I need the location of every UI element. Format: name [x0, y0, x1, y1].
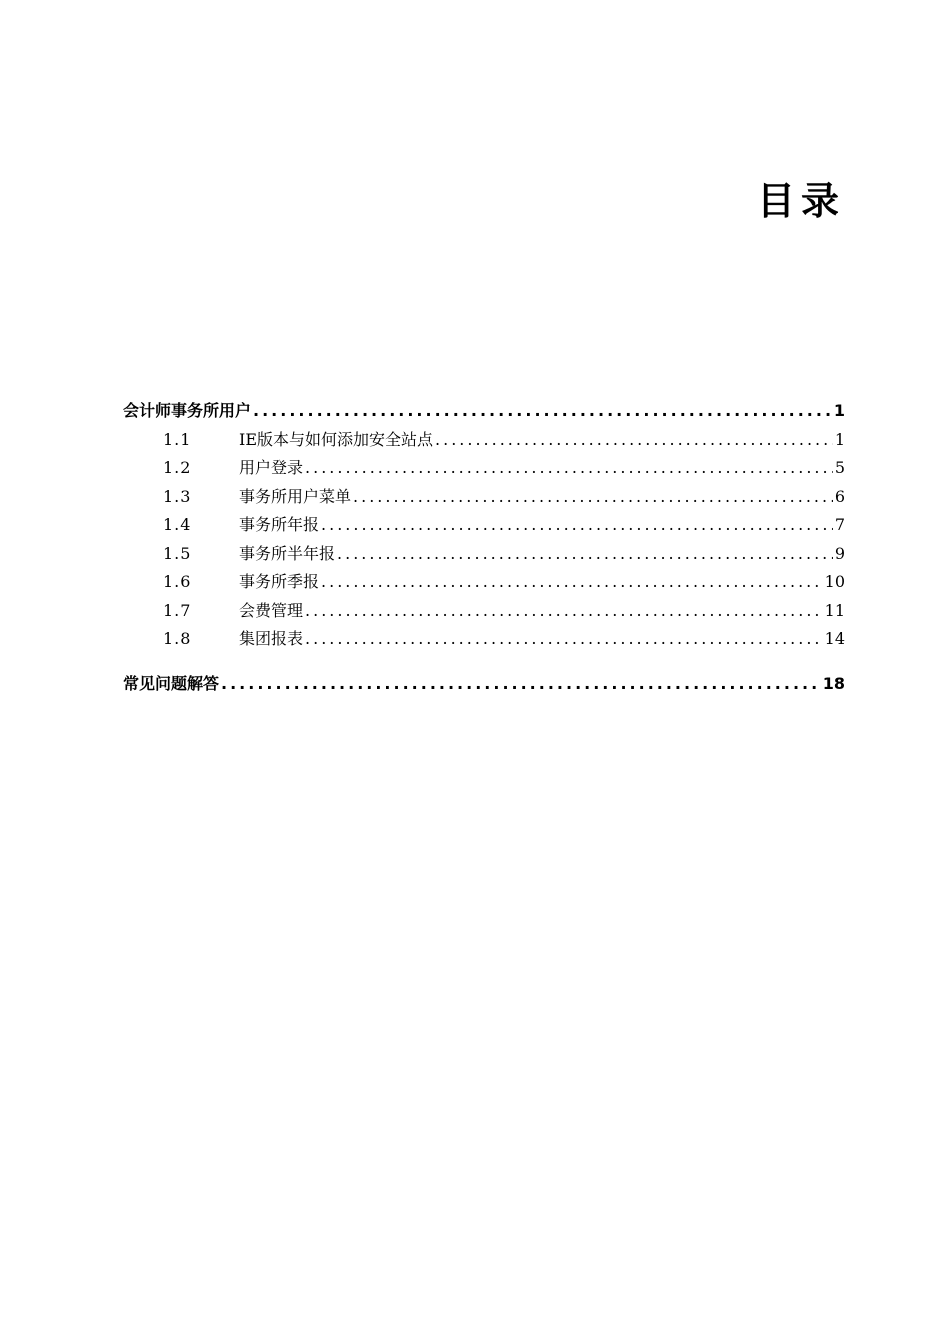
table-of-contents [123, 397, 845, 698]
toc-entry-number: 1.7 [163, 600, 192, 620]
toc-entry-title: IE版本与如何添加安全站点 [239, 429, 434, 449]
toc-dot-leader [435, 426, 833, 455]
toc-entry-1-1[interactable] [123, 426, 845, 455]
toc-page-number: 10 [824, 572, 845, 591]
toc-dot-leader [305, 597, 823, 626]
toc-dot-leader [221, 670, 821, 699]
toc-entry-number: 1.6 [163, 572, 192, 591]
toc-entry-title: 集团报表 [239, 629, 304, 648]
toc-entry-title: 事务所季报 [239, 572, 320, 591]
toc-entry-title: 用户登录 [239, 458, 304, 477]
toc-entry-number: 1.1 [163, 429, 192, 449]
toc-entry-1-2[interactable] [123, 454, 845, 483]
toc-entry-1-8[interactable] [123, 625, 845, 654]
toc-entry-1-6[interactable] [123, 568, 845, 597]
toc-page-number: 11 [824, 600, 845, 620]
toc-entry-1-5[interactable] [123, 540, 845, 569]
toc-page-number: 18 [822, 673, 845, 693]
toc-page-number: 6 [834, 486, 845, 506]
toc-entry-title: 事务所半年报 [239, 543, 336, 563]
toc-entry-number: 1.3 [163, 486, 192, 506]
toc-dot-leader [337, 540, 833, 569]
toc-page-number: 14 [824, 629, 845, 648]
toc-dot-leader [305, 454, 833, 483]
toc-dot-leader [305, 625, 823, 654]
toc-entry-1-7[interactable] [123, 597, 845, 626]
toc-entry-number: 1.5 [163, 543, 192, 563]
toc-entry-number: 1.2 [163, 458, 192, 477]
toc-dot-leader [253, 397, 832, 426]
toc-entry-title: 常见问题解答 [123, 673, 220, 693]
toc-entry-accounting-firm-users[interactable] [123, 397, 845, 426]
toc-page-number: 1 [833, 401, 845, 420]
toc-page-number: 1 [834, 429, 845, 449]
toc-entry-title: 会费管理 [239, 600, 304, 620]
toc-page-number: 5 [834, 458, 845, 477]
toc-entry-title: 事务所用户菜单 [239, 486, 352, 506]
toc-entry-title: 会计师事务所用户 [123, 401, 252, 420]
toc-entry-1-4[interactable] [123, 511, 845, 540]
toc-entry-title: 事务所年报 [239, 515, 320, 534]
toc-entry-number: 1.8 [163, 629, 192, 648]
toc-dot-leader [321, 511, 833, 540]
toc-entry-1-3[interactable] [123, 483, 845, 512]
page-title: 目录 [756, 179, 845, 223]
toc-entry-number: 1.4 [163, 515, 192, 534]
toc-page-number: 9 [834, 543, 845, 563]
toc-dot-leader [353, 483, 833, 512]
toc-entry-faq[interactable] [123, 670, 845, 699]
toc-page-number: 7 [834, 515, 845, 534]
toc-dot-leader [321, 568, 823, 597]
